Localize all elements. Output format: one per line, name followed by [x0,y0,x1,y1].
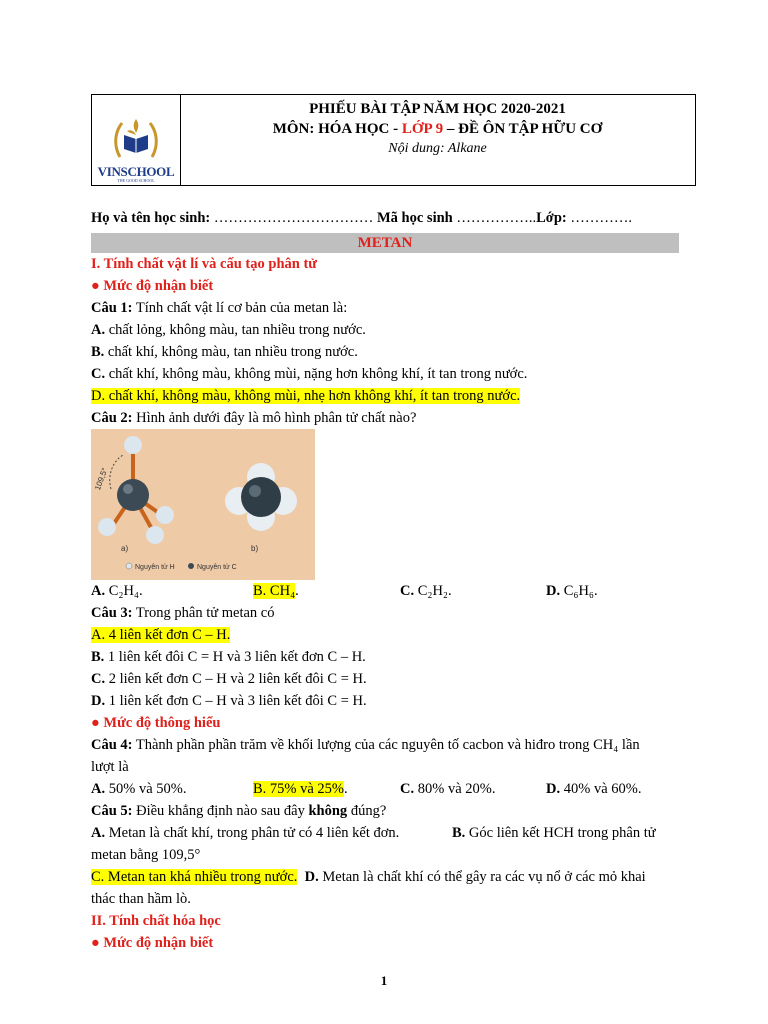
subject-line: MÔN: HÓA HỌC - LỚP 9 – ĐỀ ÔN TẬP HỮU CƠ [272,121,603,137]
question-1: Câu 1: Tính chất vật lí cơ bản của metan là: [91,300,348,316]
student-info-line [91,210,632,227]
q5-option-b-cont: metan bằng 109,5° [91,847,201,863]
q5-options-cd: C. Metan tan khá nhiều trong nước. D. Metan là chất khí có thể gây ra các vụ nổ ở các mỏ khai [91,869,646,885]
class-field[interactable]: …………. [566,210,632,226]
q5-option-b: B. Góc liên kết HCH trong phân tử [452,825,656,841]
header-text [180,99,695,159]
q3-option-d: D. 1 liên kết đơn C – H và 3 liên kết đôi C = H. [91,693,367,709]
student-name-label: Họ và tên học sinh: [91,210,211,226]
question-5: Câu 5: Điều khẳng định nào sau đây không đúng? [91,803,387,819]
bond-angle-label: 109,5° [93,466,110,492]
q1-option-a: A. chất lỏng, không màu, tan nhiều trong nước. [91,322,366,338]
q1-option-c: C. chất khí, không màu, không mùi, nặng hơn không khí, ít tan trong nước. [91,366,528,382]
q2-option-a: A. C₂H₄. [91,583,143,599]
q5-options-ab [91,822,691,844]
q2-option-b-answer: B. CH₄. [253,583,299,599]
class-label: Lớp: [536,210,567,226]
q4-option-b-answer: B. 75% và 25%. [253,781,348,797]
question-3: Câu 3: Trong phân tử metan có [91,605,275,621]
legend-hydrogen: Nguyên tử H [135,564,175,571]
logo-subtitle: THE GOOD SCHOOL [117,178,155,183]
q4-option-d: D. 40% và 60%. [546,781,642,797]
molecule-model-image [91,429,315,580]
content-label: Nội dung: Alkane [388,141,487,156]
section-banner: METAN [91,233,679,253]
q4-option-c: C. 80% và 20%. [400,781,496,797]
question-4-cont: lượt là [91,759,129,775]
q3-option-b: B. 1 liên kết đôi C = H và 3 liên kết đơn C – H. [91,649,366,665]
q1-option-d-answer: D. chất khí, không màu, không mùi, nhẹ hơn không khí, ít tan trong nước. [91,388,521,404]
worksheet-content [91,253,691,954]
section-heading-2: II. Tính chất hóa học [91,913,221,929]
student-id-field[interactable]: …………….. [452,210,537,226]
q5-option-d: Metan là chất khí có thể gây ra các vụ nổ ở các mỏ khai [318,869,646,885]
figure-label-a: a) [121,544,129,553]
figure-label-b: b) [251,544,259,553]
methane-model-figure [91,429,315,580]
q4-options [91,778,691,800]
section-heading-1: I. Tính chất vật lí và cấu tạo phân tử [91,256,317,272]
q2-option-d: D. C₆H₆. [546,583,598,599]
level-heading-recognize: ● Mức độ nhận biết [91,278,214,294]
q5-option-d-cont: thác than hầm lò. [91,891,191,907]
student-id-label: Mã học sinh [377,210,453,226]
vinschool-emblem-icon [112,113,160,163]
header-box [91,94,696,186]
logo-text: VINSCHOOL [97,164,175,179]
legend-carbon: Nguyên tử C [197,564,237,571]
q2-option-c: C. C₂H₂. [400,583,452,599]
question-4: Câu 4: Thành phần phần trăm về khối lượng của các nguyên tố cacbon và hiđro trong CH₄ lần [91,737,640,753]
q5-option-c-answer: C. Metan tan khá nhiều trong nước. [91,869,298,885]
level-heading-understand: ● Mức độ thông hiểu [91,715,221,731]
q4-option-a: A. 50% và 50%. [91,781,187,797]
page-number: 1 [380,973,388,988]
q2-options [91,580,691,602]
q3-option-a-answer: A. 4 liên kết đơn C – H. [91,627,231,643]
school-logo [92,95,181,185]
question-2: Câu 2: Hình ảnh dưới đây là mô hình phân tử chất nào? [91,410,417,426]
student-name-field[interactable]: …………………………… [210,210,377,226]
q5-option-a: A. Metan là chất khí, trong phân tử có 4 liên kết đơn. [91,825,400,841]
q3-option-c: C. 2 liên kết đơn C – H và 2 liên kết đôi C = H. [91,671,367,687]
q1-option-b: B. chất khí, không màu, tan nhiều trong nước. [91,344,358,360]
worksheet-title: PHIẾU BÀI TẬP NĂM HỌC 2020-2021 [309,101,566,117]
level-heading-recognize-2: ● Mức độ nhận biết [91,935,214,951]
grade-label: LỚP 9 [401,121,444,137]
